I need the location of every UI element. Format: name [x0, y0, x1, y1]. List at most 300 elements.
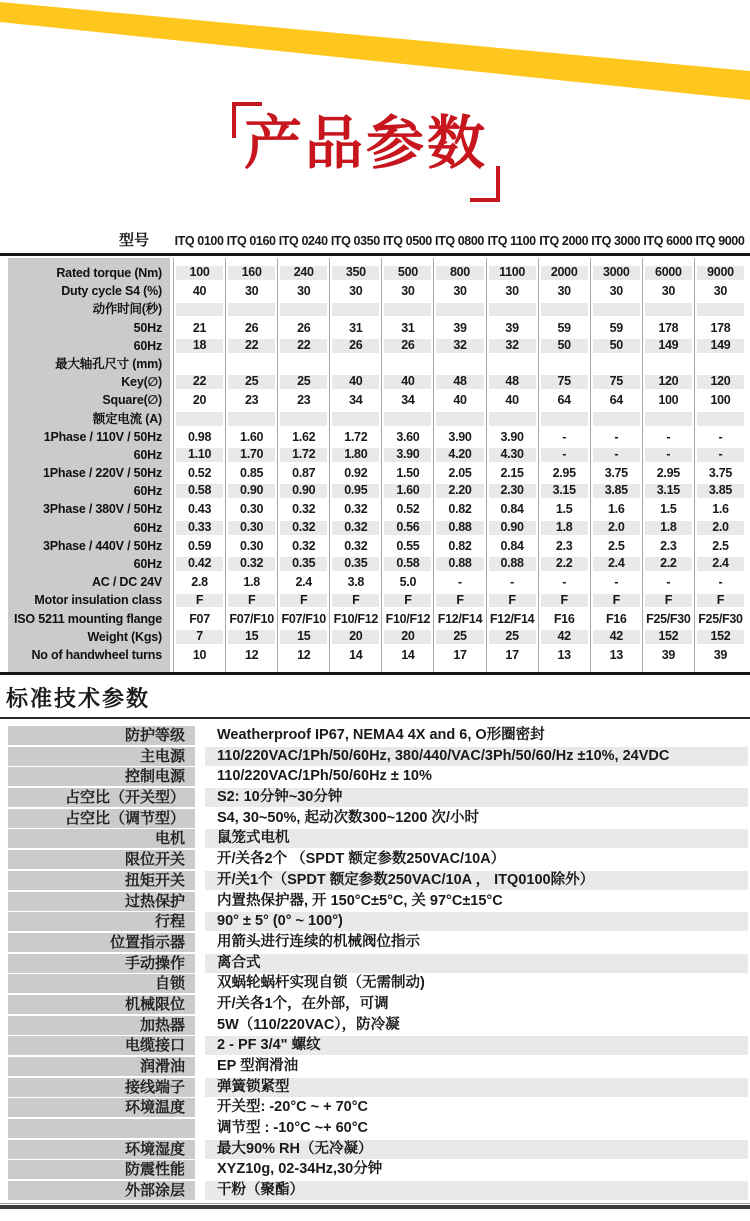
- spec-cell: 1.70: [225, 446, 277, 464]
- spec-cell: 20: [329, 628, 381, 646]
- spec-cell: 50: [590, 337, 642, 355]
- spec-cell: 22: [225, 337, 277, 355]
- spec-table-row: [8, 355, 746, 373]
- spec-row-label: 50Hz: [8, 319, 173, 337]
- spec-cell: -: [590, 428, 642, 446]
- spec-cell: [590, 355, 642, 373]
- spec-table-row: [8, 646, 746, 664]
- spec-cell: 6000: [642, 264, 694, 282]
- spec-cell: 31: [381, 319, 433, 337]
- spec-cell: 5.0: [381, 573, 433, 591]
- spec-row-label: 60Hz: [8, 337, 173, 355]
- spec-cell: 3.60: [381, 428, 433, 446]
- spec-cell: -: [642, 573, 694, 591]
- spec-cell: 149: [694, 337, 746, 355]
- spec-cell: 75: [590, 373, 642, 391]
- spec-cell: 2.05: [433, 464, 485, 482]
- spec-cell: 2.3: [642, 537, 694, 555]
- spec-cell: [225, 300, 277, 318]
- spec-cell: F12/F14: [433, 610, 485, 628]
- spec-cell: 0.42: [173, 555, 225, 573]
- tech-row-value: 开/关各2个 （SPDT 额定参数250VAC/10A）: [217, 851, 506, 868]
- spec-cell: 3.15: [538, 482, 590, 500]
- spec-cell: [694, 664, 746, 672]
- tech-table-row: [8, 933, 748, 952]
- spec-cell: F16: [590, 610, 642, 628]
- spec-cell: 0.58: [173, 482, 225, 500]
- tech-row-label: 行程: [8, 912, 195, 931]
- spec-cell: 40: [381, 373, 433, 391]
- spec-cell: [486, 410, 538, 428]
- spec-cell: 32: [486, 337, 538, 355]
- spec-cell: [433, 300, 485, 318]
- spec-table-row: [8, 464, 746, 482]
- spec-cell: 30: [642, 282, 694, 300]
- spec-cell: [642, 410, 694, 428]
- tech-table-row: [8, 974, 748, 993]
- spec-cell: 2000: [538, 264, 590, 282]
- spec-row-label: 60Hz: [8, 482, 173, 500]
- spec-cell: 30: [277, 282, 329, 300]
- tech-row-value: 最大90% RH（无冷凝）: [205, 1140, 748, 1159]
- tech-table-row: [8, 829, 748, 848]
- spec-cell: 0.90: [486, 519, 538, 537]
- tech-row-gap: [195, 1181, 205, 1200]
- model-header-cell: ITQ 3000: [591, 234, 641, 248]
- spec-cell: 0.55: [381, 537, 433, 555]
- spec-table-row: [8, 446, 746, 464]
- spec-cell: F07/F10: [277, 610, 329, 628]
- spec-row-label: [8, 664, 173, 672]
- spec-cell: 0.30: [225, 519, 277, 537]
- spec-cell: 64: [590, 391, 642, 409]
- spec-cell: -: [694, 573, 746, 591]
- spec-cell: [381, 410, 433, 428]
- spec-cell: -: [538, 573, 590, 591]
- spec-cell: 25: [277, 373, 329, 391]
- spec-cell: [329, 664, 381, 672]
- tech-row-value: 鼠笼式电机: [205, 829, 748, 848]
- spec-cell: 20: [173, 391, 225, 409]
- tech-row-gap: [195, 747, 205, 766]
- tech-row-label: 位置指示器: [8, 933, 195, 952]
- tech-table-row: [8, 809, 748, 828]
- spec-cell: 350: [329, 264, 381, 282]
- tech-table-row: [8, 1181, 748, 1200]
- tech-row-gap: [195, 1036, 205, 1055]
- tech-row-gap: [195, 933, 205, 952]
- spec-cell: -: [694, 446, 746, 464]
- tech-row-label: [8, 1119, 195, 1138]
- spec-cell: -: [433, 573, 485, 591]
- tech-table-row: [8, 1078, 748, 1097]
- spec-cell: 1100: [486, 264, 538, 282]
- spec-cell: [277, 664, 329, 672]
- tech-row-value: S4, 30~50%, 起动次数300~1200 次/小时: [217, 809, 479, 826]
- model-header-cell: ITQ 9000: [695, 234, 745, 248]
- spec-row-label: 3Phase / 440V / 50Hz: [8, 537, 173, 555]
- spec-cell: [173, 664, 225, 672]
- spec-cell: -: [538, 446, 590, 464]
- tech-row-gap: [195, 974, 205, 993]
- spec-cell: 500: [381, 264, 433, 282]
- spec-cell: 0.95: [329, 482, 381, 500]
- spec-cell: 30: [381, 282, 433, 300]
- tech-table-row: [8, 850, 748, 869]
- spec-cell: F: [538, 591, 590, 609]
- tech-table-row: [8, 912, 748, 931]
- spec-cell: 30: [538, 282, 590, 300]
- spec-cell: 17: [433, 646, 485, 664]
- spec-cell: [538, 664, 590, 672]
- tech-row-label: 扭矩开关: [8, 871, 195, 890]
- spec-cell: 2.8: [173, 573, 225, 591]
- tech-row-label: 润滑油: [8, 1057, 195, 1076]
- spec-cell: [381, 664, 433, 672]
- spec-cell: 3.85: [590, 482, 642, 500]
- spec-table-row: [8, 373, 746, 391]
- spec-cell: [486, 355, 538, 373]
- spec-cell: [277, 300, 329, 318]
- header-divider-rule: [0, 253, 750, 256]
- spec-cell: 30: [486, 282, 538, 300]
- tech-table-row: [8, 1160, 748, 1179]
- tech-row-gap: [195, 912, 205, 931]
- tech-row-value: XYZ10g, 02-34Hz,30分钟: [217, 1161, 383, 1178]
- spec-cell: [329, 300, 381, 318]
- spec-cell: F: [173, 591, 225, 609]
- spec-cell: F: [381, 591, 433, 609]
- spec-cell: 20: [381, 628, 433, 646]
- spec-cell: 1.72: [329, 428, 381, 446]
- tech-row-gap: [195, 995, 205, 1014]
- spec-cell: 0.88: [433, 555, 485, 573]
- spec-cell: 0.32: [277, 519, 329, 537]
- spec-cell: 2.4: [277, 573, 329, 591]
- spec-cell: 0.30: [225, 537, 277, 555]
- spec-cell: 15: [225, 628, 277, 646]
- spec-cell: 0.58: [381, 555, 433, 573]
- spec-cell: 14: [329, 646, 381, 664]
- tech-row-label: 加热器: [8, 1016, 195, 1035]
- spec-cell: [225, 355, 277, 373]
- spec-cell: 0.33: [173, 519, 225, 537]
- spec-table-row: [8, 610, 746, 628]
- spec-cell: 100: [694, 391, 746, 409]
- tech-row-value: 开关型: -20°C ~ + 70°C: [217, 1099, 369, 1116]
- spec-cell: -: [590, 573, 642, 591]
- spec-cell: [433, 355, 485, 373]
- spec-cell: 39: [433, 319, 485, 337]
- spec-cell: [173, 355, 225, 373]
- spec-cell: 25: [433, 628, 485, 646]
- model-header-cell: ITQ 0350: [330, 234, 380, 248]
- spec-row-label: 60Hz: [8, 519, 173, 537]
- spec-cell: [173, 300, 225, 318]
- spec-row-label: 1Phase / 110V / 50Hz: [8, 428, 173, 446]
- spec-table-row: [8, 628, 746, 646]
- spec-cell: [590, 410, 642, 428]
- spec-cell: 2.95: [538, 464, 590, 482]
- tech-row-gap: [195, 892, 205, 911]
- tech-table-row: [8, 892, 748, 911]
- spec-cell: 1.6: [694, 500, 746, 518]
- spec-cell: 178: [694, 319, 746, 337]
- spec-cell: 26: [225, 319, 277, 337]
- spec-cell: -: [486, 573, 538, 591]
- tech-row-label: 主电源: [8, 747, 195, 766]
- tech-row-label: 电缆接口: [8, 1036, 195, 1055]
- spec-cell: 1.6: [590, 500, 642, 518]
- spec-cell: 40: [173, 282, 225, 300]
- tech-row-label: 占空比（调节型）: [8, 809, 195, 828]
- model-header-cell: ITQ 6000: [643, 234, 693, 248]
- page-bottom-rule-light: [0, 1203, 750, 1204]
- tech-row-value: EP 型润滑油: [217, 1058, 299, 1074]
- spec-cell: 1.60: [381, 482, 433, 500]
- tech-params-heading: 标准技术参数: [6, 686, 151, 711]
- spec-table-row: [8, 573, 746, 591]
- tech-row-label: 自锁: [8, 974, 195, 993]
- tech-row-label: 过热保护: [8, 892, 195, 911]
- spec-cell: -: [694, 428, 746, 446]
- tech-row-label: 环境温度: [8, 1098, 195, 1117]
- spec-cell: -: [642, 428, 694, 446]
- spec-cell: 0.82: [433, 500, 485, 518]
- spec-cell: 0.32: [277, 537, 329, 555]
- spec-row-label: Rated torque (Nm): [8, 264, 173, 282]
- spec-cell: 2.95: [642, 464, 694, 482]
- tech-row-value: 用箭头进行连续的机械阀位指示: [217, 933, 420, 950]
- tech-row-value: 内置热保护器, 开 150°C±5°C, 关 97°C±15°C: [217, 892, 503, 909]
- tech-row-value: 110/220VAC/1Ph/50/60Hz, 380/440/VAC/3Ph/50/60/Hz ±10%, 24VDC: [205, 747, 748, 766]
- spec-cell: [381, 355, 433, 373]
- spec-cell: 100: [173, 264, 225, 282]
- spec-cell: [486, 664, 538, 672]
- spec-cell: 7: [173, 628, 225, 646]
- spec-cell: 149: [642, 337, 694, 355]
- spec-cell: 30: [225, 282, 277, 300]
- spec-cell: 1.8: [642, 519, 694, 537]
- spec-cell: 22: [173, 373, 225, 391]
- spec-cell: 48: [486, 373, 538, 391]
- tech-row-value: 弹簧锁紧型: [205, 1078, 748, 1097]
- spec-cell: [277, 410, 329, 428]
- spec-cell: 1.8: [225, 573, 277, 591]
- spec-row-label: No of handwheel turns: [8, 646, 173, 664]
- spec-cell: 26: [329, 337, 381, 355]
- spec-cell: 14: [381, 646, 433, 664]
- spec-cell: 59: [590, 319, 642, 337]
- spec-cell: 23: [225, 391, 277, 409]
- spec-cell: 1.10: [173, 446, 225, 464]
- tech-table-row: [8, 995, 748, 1014]
- spec-cell: 3.8: [329, 573, 381, 591]
- spec-cell: F: [433, 591, 485, 609]
- tech-params-table: [8, 726, 748, 1202]
- spec-cell: 25: [225, 373, 277, 391]
- spec-cell: 34: [381, 391, 433, 409]
- tech-row-label: 限位开关: [8, 850, 195, 869]
- model-header-cell: ITQ 0800: [435, 234, 484, 248]
- spec-table-header: [8, 230, 746, 252]
- spec-cell: F07/F10: [225, 610, 277, 628]
- tech-row-gap: [195, 829, 205, 848]
- spec-table-row: [8, 482, 746, 500]
- spec-row-label: AC / DC 24V: [8, 573, 173, 591]
- spec-cell: 1.5: [642, 500, 694, 518]
- tech-row-label: 控制电源: [8, 767, 195, 786]
- spec-table-row: [8, 264, 746, 282]
- spec-table-pad-row: [8, 664, 746, 672]
- spec-cell: 40: [433, 391, 485, 409]
- spec-cell: 0.88: [486, 555, 538, 573]
- tech-row-label: 环境湿度: [8, 1140, 195, 1159]
- tech-row-gap: [195, 871, 205, 890]
- tech-table-row: [8, 1036, 748, 1055]
- spec-cell: 0.32: [225, 555, 277, 573]
- tech-table-row: [8, 1016, 748, 1035]
- spec-cell: 1.50: [381, 464, 433, 482]
- spec-row-label: Duty cycle S4 (%): [8, 282, 173, 300]
- spec-cell: 1.5: [538, 500, 590, 518]
- spec-cell: 2.5: [590, 537, 642, 555]
- spec-cell: [225, 410, 277, 428]
- spec-cell: 42: [538, 628, 590, 646]
- yellow-banner: [0, 0, 750, 110]
- tech-row-gap: [195, 1057, 205, 1076]
- spec-table-row: [8, 591, 746, 609]
- tech-table-row: [8, 1057, 748, 1076]
- spec-cell: 120: [694, 373, 746, 391]
- spec-cell: 0.84: [486, 537, 538, 555]
- spec-cell: 0.90: [277, 482, 329, 500]
- spec-cell: 13: [590, 646, 642, 664]
- spec-cell: 30: [329, 282, 381, 300]
- spec-cell: 0.85: [225, 464, 277, 482]
- spec-table-row: [8, 391, 746, 409]
- spec-cell: 12: [277, 646, 329, 664]
- spec-cell: 0.56: [381, 519, 433, 537]
- spec-cell: 1.60: [225, 428, 277, 446]
- tech-row-label: 防护等级: [8, 726, 195, 745]
- spec-cell: 0.30: [225, 500, 277, 518]
- tech-row-value: 2 - PF 3/4" 螺纹: [205, 1036, 748, 1055]
- spec-cell: [277, 355, 329, 373]
- tech-row-gap: [195, 1098, 205, 1117]
- spec-cell: 0.32: [329, 519, 381, 537]
- spec-cell: [694, 410, 746, 428]
- tech-row-value: Weatherproof IP67, NEMA4 4X and 6, O形圈密封: [217, 727, 545, 743]
- spec-cell: F: [329, 591, 381, 609]
- spec-cell: 0.92: [329, 464, 381, 482]
- spec-row-label: 3Phase / 380V / 50Hz: [8, 500, 173, 518]
- spec-table-row: [8, 300, 746, 318]
- tech-row-gap: [195, 1016, 205, 1035]
- spec-cell: 0.32: [329, 537, 381, 555]
- spec-cell: 25: [486, 628, 538, 646]
- spec-cell: 0.82: [433, 537, 485, 555]
- spec-row-label: ISO 5211 mounting flange: [8, 610, 173, 628]
- tech-row-value: 开/关各1个，在外部，可调: [217, 995, 389, 1012]
- tech-table-row: [8, 1140, 748, 1159]
- spec-cell: 15: [277, 628, 329, 646]
- tech-table-row: [8, 954, 748, 973]
- tech-row-label: 机械限位: [8, 995, 195, 1014]
- spec-cell: 26: [381, 337, 433, 355]
- tech-row-gap: [195, 850, 205, 869]
- spec-cell: 2.0: [694, 519, 746, 537]
- tech-row-label: 防震性能: [8, 1160, 195, 1179]
- spec-cell: 3.90: [381, 446, 433, 464]
- spec-cell: 13: [538, 646, 590, 664]
- spec-cell: 0.88: [433, 519, 485, 537]
- spec-cell: [433, 410, 485, 428]
- spec-cell: F12/F14: [486, 610, 538, 628]
- spec-table-row: [8, 428, 746, 446]
- model-header-cell: ITQ 1100: [487, 234, 536, 248]
- spec-cell: [694, 300, 746, 318]
- spec-table-row: [8, 410, 746, 428]
- spec-cell: 34: [329, 391, 381, 409]
- spec-cell: 12: [225, 646, 277, 664]
- spec-table-row: [8, 319, 746, 337]
- spec-cell: [590, 664, 642, 672]
- spec-cell: 4.20: [433, 446, 485, 464]
- spec-table: [8, 258, 746, 672]
- spec-cell: -: [642, 446, 694, 464]
- spec-cell: F: [486, 591, 538, 609]
- spec-cell: 30: [694, 282, 746, 300]
- spec-cell: F07: [173, 610, 225, 628]
- spec-cell: [486, 300, 538, 318]
- spec-cell: 3.75: [590, 464, 642, 482]
- spec-cell: [642, 355, 694, 373]
- spec-cell: 30: [433, 282, 485, 300]
- spec-cell: 2.5: [694, 537, 746, 555]
- spec-cell: 0.87: [277, 464, 329, 482]
- spec-cell: F: [590, 591, 642, 609]
- spec-cell: 64: [538, 391, 590, 409]
- tech-row-value: 开/关1个（SPDT 额定参数250VAC/10A ， ITQ0100除外）: [205, 871, 748, 890]
- spec-cell: 0.52: [381, 500, 433, 518]
- spec-cell: 160: [225, 264, 277, 282]
- tech-row-label: 电机: [8, 829, 195, 848]
- spec-cell: 0.35: [329, 555, 381, 573]
- tech-row-value: 干粉（聚酯）: [205, 1181, 748, 1200]
- spec-row-label: 1Phase / 220V / 50Hz: [8, 464, 173, 482]
- spec-cell: F: [225, 591, 277, 609]
- spec-cell: 240: [277, 264, 329, 282]
- page-title: 产品参数: [244, 111, 489, 176]
- spec-cell: 3.90: [486, 428, 538, 446]
- tech-row-value: 110/220VAC/1Ph/50/60Hz ± 10%: [217, 768, 432, 785]
- spec-cell: 178: [642, 319, 694, 337]
- tech-row-label: 占空比（开关型）: [8, 788, 195, 807]
- spec-cell: [225, 664, 277, 672]
- spec-table-row: [8, 555, 746, 573]
- tech-row-gap: [195, 1160, 205, 1179]
- spec-cell: 3.15: [642, 482, 694, 500]
- spec-cell: 120: [642, 373, 694, 391]
- spec-cell: F: [642, 591, 694, 609]
- spec-cell: 0.35: [277, 555, 329, 573]
- spec-cell: 50: [538, 337, 590, 355]
- tech-row-gap: [195, 809, 205, 828]
- spec-cell: 0.90: [225, 482, 277, 500]
- tech-row-value: 双蜗轮蜗杆实现自锁（无需制动): [217, 975, 425, 992]
- tech-row-gap: [195, 767, 205, 786]
